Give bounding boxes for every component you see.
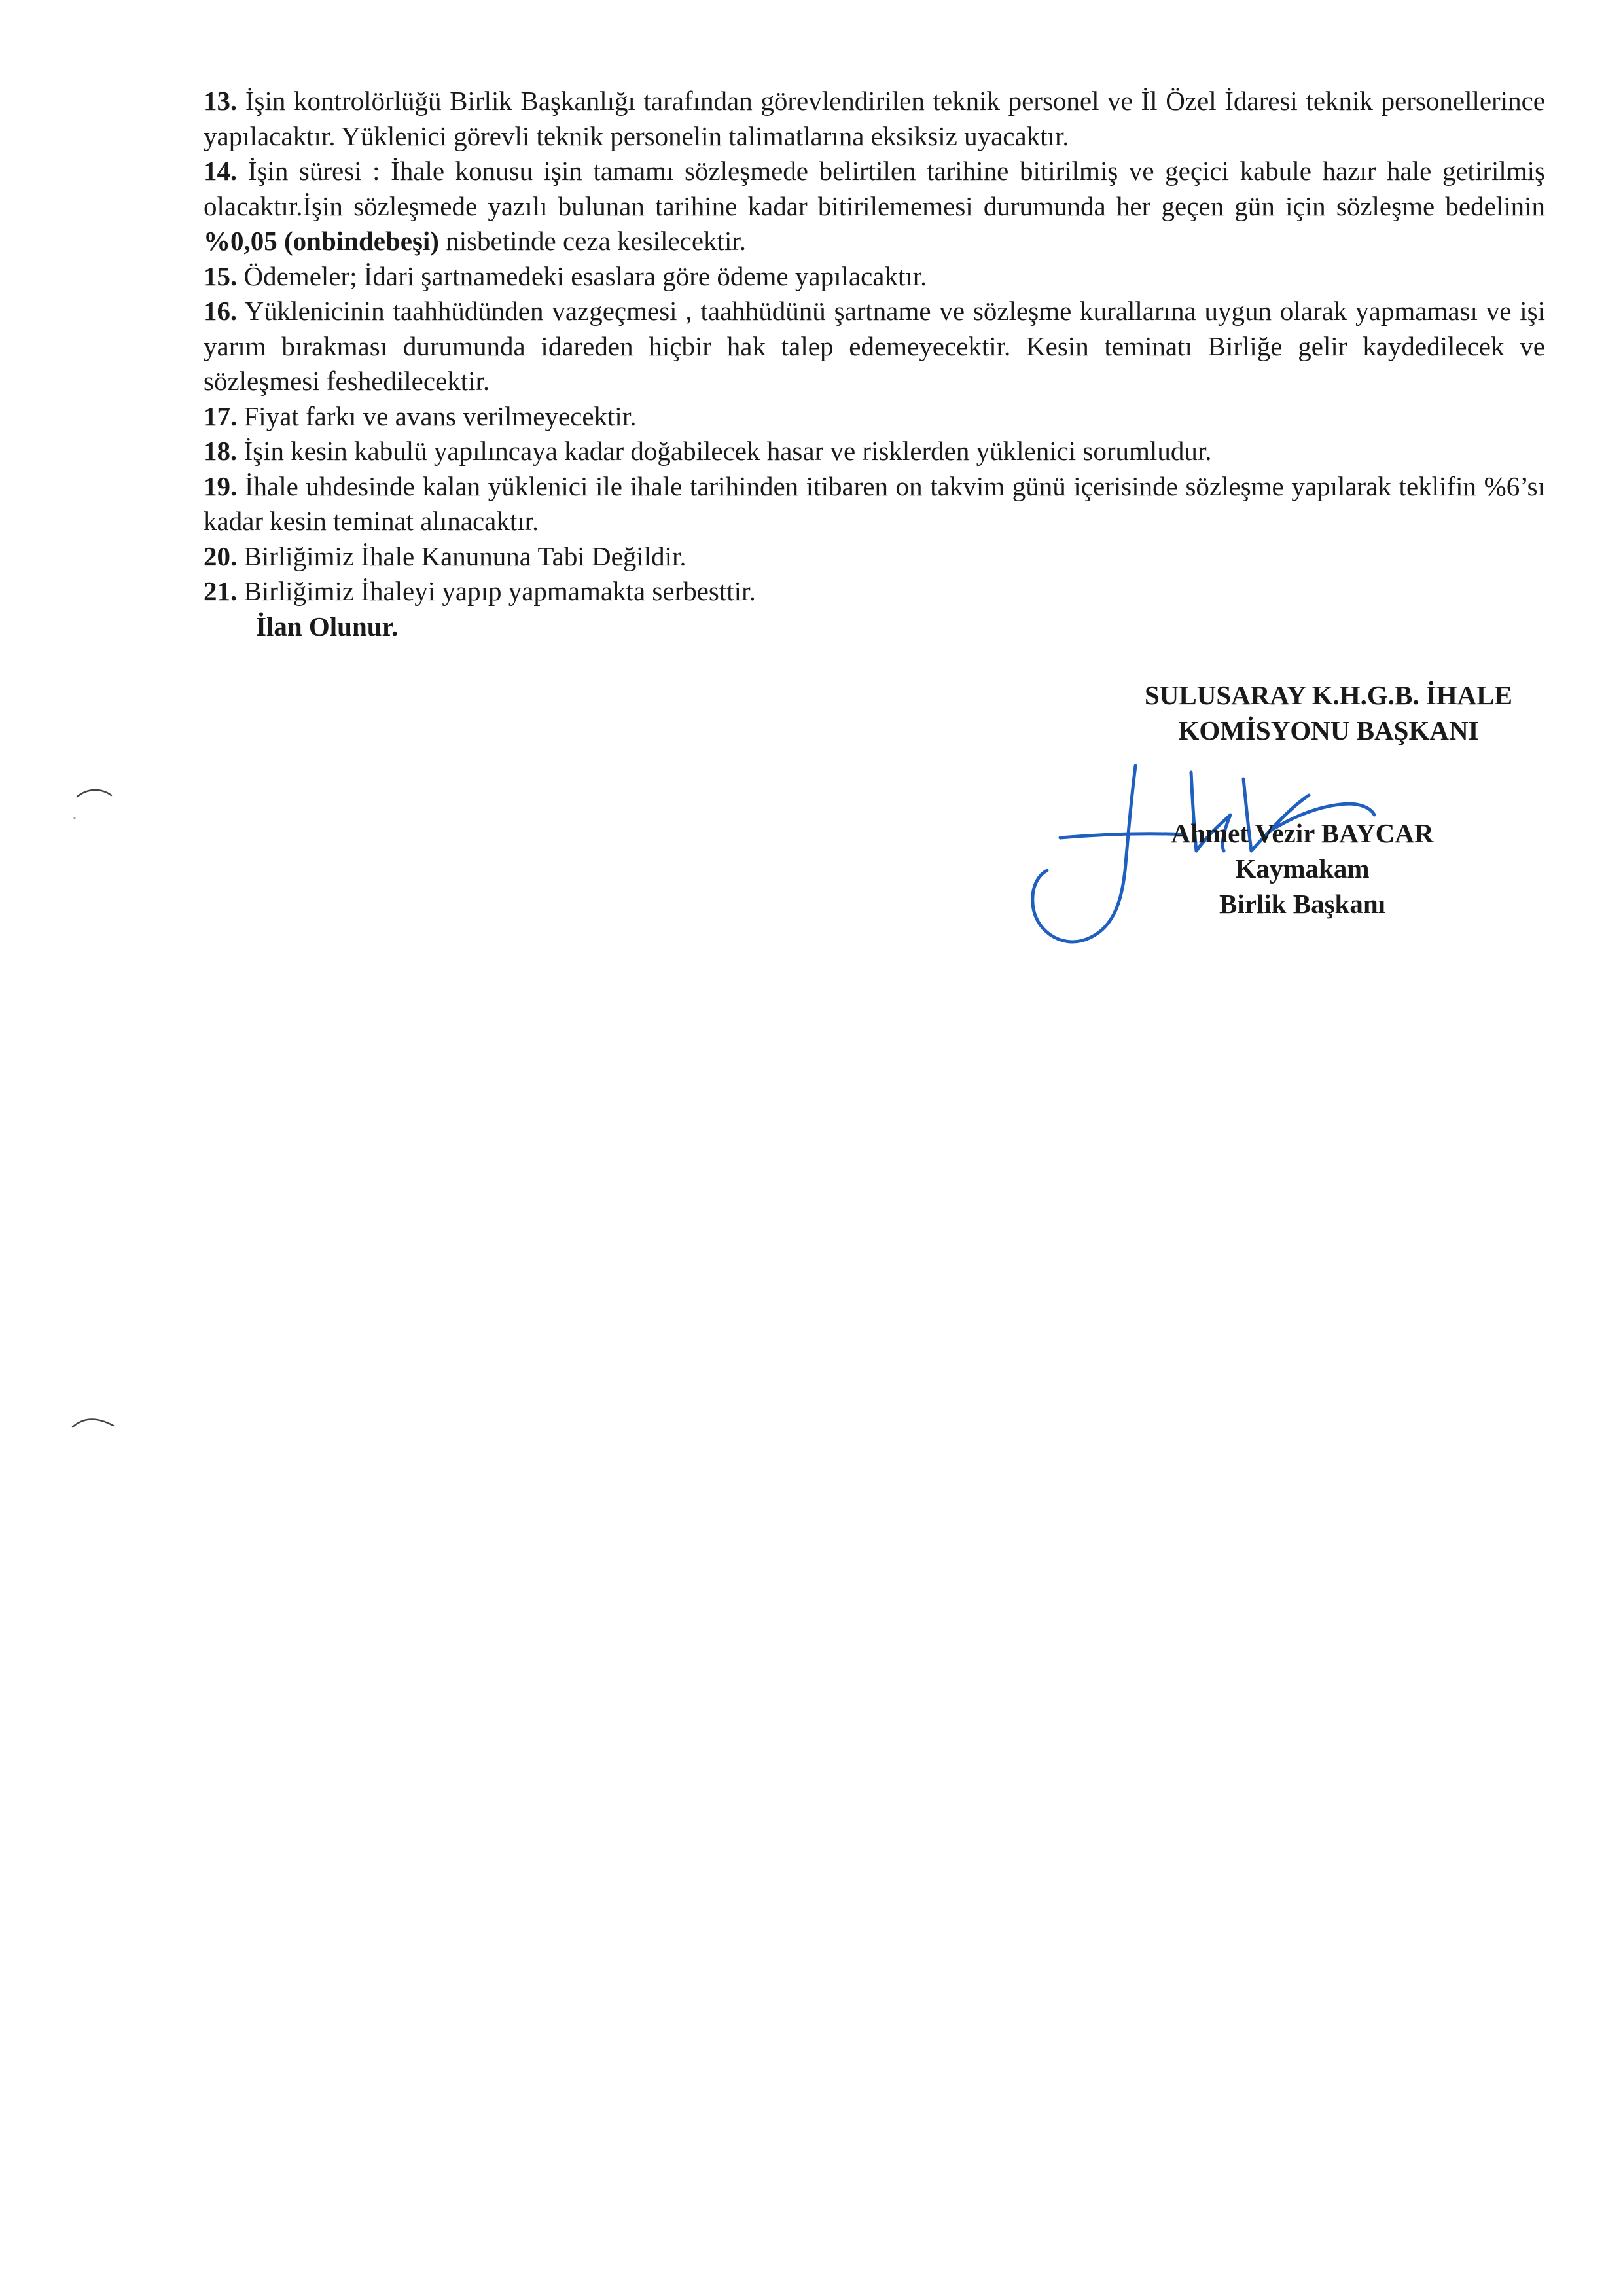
clause-number: 16. (204, 296, 238, 326)
signatory-title: Kaymakam (1235, 853, 1370, 884)
clause-13 (204, 84, 1545, 154)
clause-text: İşin kontrolörlüğü Birlik Başkanlığı tarafından görevlendirilen teknik personel ve İl Özel İdaresi teknik personellerince yapılacaktır. Yüklenici görevli teknik personelin talimatlarına eksiksiz uyacaktır. (204, 86, 1545, 151)
clause-text: İşin kesin kabulü yapılıncaya kadar doğabilecek hasar ve risklerden yüklenici sorumludur. (237, 436, 1212, 466)
clause-number: 14. (204, 156, 238, 186)
clause-17 (204, 399, 1545, 435)
clause-19 (204, 469, 1545, 539)
punch-hole-mark-lower (69, 1407, 121, 1446)
clause-20 (204, 539, 1545, 575)
document-body (204, 84, 1545, 644)
clause-14 (204, 154, 1545, 259)
clause-number: 17. (204, 401, 238, 431)
signatory-name: Ahmet Vezir BAYCAR (1171, 818, 1434, 848)
clause-text: Yüklenicinin taahhüdünden vazgeçmesi , taahhüdünü şartname ve sözleşme kurallarına uygun olarak yapmaması ve işi yarım bırakması durumunda idareden hiçbir hak talep edemeyecektir. Kesin teminatı Birliğe gelir kaydedilecek ve sözleşmesi feshedilecektir. (204, 296, 1545, 396)
clause-text: Ödemeler; İdari şartnamedeki esaslara göre ödeme yapılacaktır. (237, 260, 927, 291)
clause-number: 20. (204, 541, 238, 571)
clause-text: İhale uhdesinde kalan yüklenici ile ihale tarihinden itibaren on takvim günü içerisinde sözleşme yapılarak teklifin %6’sı kadar kesin teminat alınacaktır. (204, 471, 1545, 536)
signatory-block (1126, 816, 1479, 922)
clause-number: 18. (204, 436, 238, 466)
signatory-role: Birlik Başkanı (1219, 889, 1386, 919)
clause-text: İşin süresi : İhale konusu işin tamamı sözleşmede belirtilen tarihine bitirilmiş ve geçici kabule hazır hale getirilmiş olacaktır.İşin sözleşmede yazılı bulunan tarihine kadar bitirilememesi durumunda her geçen gün için sözleşme bedelinin (204, 156, 1545, 221)
clause-number: 19. (204, 471, 238, 501)
clause-text: Birliğimiz İhaleyi yapıp yapmamakta serbesttir. (237, 576, 756, 606)
clause-text: Birliğimiz İhale Kanununa Tabi Değildir. (237, 541, 687, 571)
clause-number: 15. (204, 260, 238, 291)
commission-line-2: KOMİSYONU BAŞKANI (1178, 715, 1479, 745)
punch-hole-mark-upper (71, 782, 123, 821)
clause-number: 21. (204, 576, 238, 606)
clause-text: Fiyat farkı ve avans verilmeyecektir. (237, 401, 637, 431)
clause-15 (204, 259, 1545, 295)
commission-heading (1113, 677, 1544, 748)
clause-21 (204, 574, 1545, 609)
clause-16 (204, 294, 1545, 399)
penalty-rate: %0,05 (onbindebeşi) (204, 226, 439, 256)
clause-number: 13. (204, 86, 238, 116)
clause-18 (204, 434, 1545, 469)
commission-line-1: SULUSARAY K.H.G.B. İHALE (1145, 680, 1512, 710)
clause-text-after: nisbetinde ceza kesilecektir. (438, 226, 746, 256)
closing-line: İlan Olunur. (256, 611, 399, 641)
